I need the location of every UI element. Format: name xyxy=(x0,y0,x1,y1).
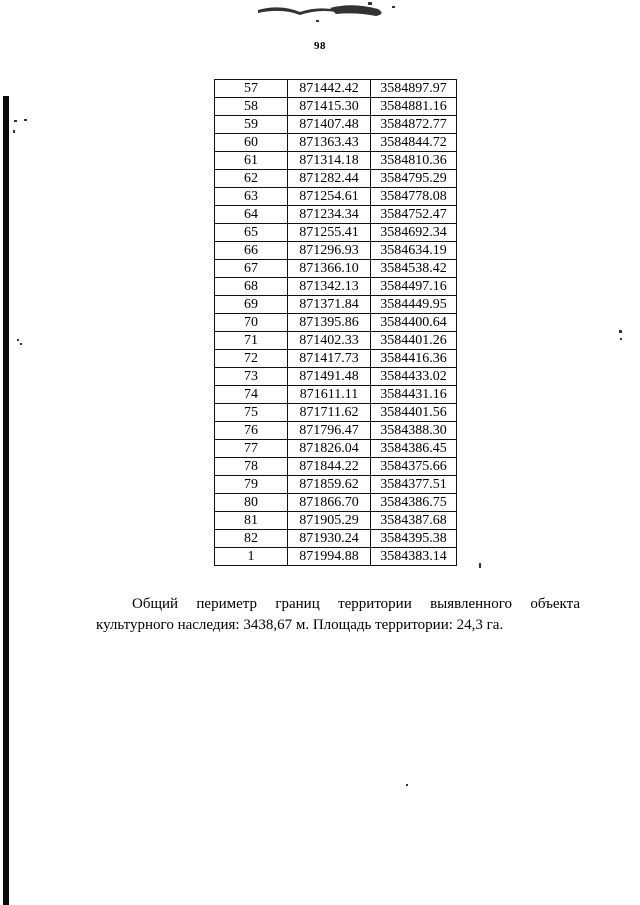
point-number-cell: 63 xyxy=(215,188,288,206)
x-coordinate-cell: 871905.29 xyxy=(288,512,371,530)
scan-speck xyxy=(13,130,15,133)
table-row xyxy=(215,548,457,566)
scan-speck xyxy=(24,119,27,121)
summary-word: выявленного xyxy=(430,596,512,612)
table-row xyxy=(215,530,457,548)
x-coordinate-cell: 871930.24 xyxy=(288,530,371,548)
point-number-cell: 1 xyxy=(215,548,288,566)
scan-speck xyxy=(619,330,622,333)
x-coordinate-cell: 871371.84 xyxy=(288,296,371,314)
table-row xyxy=(215,188,457,206)
x-coordinate-cell: 871402.33 xyxy=(288,332,371,350)
table-row xyxy=(215,152,457,170)
x-coordinate-cell: 871366.10 xyxy=(288,260,371,278)
summary-line-1 xyxy=(96,594,580,615)
scan-smudge-top xyxy=(258,7,336,15)
y-coordinate-cell: 3584449.95 xyxy=(371,296,457,314)
y-coordinate-cell: 3584375.66 xyxy=(371,458,457,476)
table-row xyxy=(215,134,457,152)
point-number-cell: 82 xyxy=(215,530,288,548)
x-coordinate-cell: 871255.41 xyxy=(288,224,371,242)
point-number-cell: 74 xyxy=(215,386,288,404)
point-number-cell: 71 xyxy=(215,332,288,350)
scan-speck xyxy=(392,6,395,8)
scan-speck xyxy=(14,120,17,122)
x-coordinate-cell: 871994.88 xyxy=(288,548,371,566)
table-row xyxy=(215,170,457,188)
y-coordinate-cell: 3584872.77 xyxy=(371,116,457,134)
x-coordinate-cell: 871859.62 xyxy=(288,476,371,494)
y-coordinate-cell: 3584433.02 xyxy=(371,368,457,386)
point-number-cell: 62 xyxy=(215,170,288,188)
point-number-cell: 59 xyxy=(215,116,288,134)
point-number-cell: 78 xyxy=(215,458,288,476)
y-coordinate-cell: 3584416.36 xyxy=(371,350,457,368)
point-number-cell: 66 xyxy=(215,242,288,260)
summary-word: объекта xyxy=(530,596,580,612)
scan-speck xyxy=(17,339,19,341)
table-row xyxy=(215,386,457,404)
x-coordinate-cell: 871296.93 xyxy=(288,242,371,260)
x-coordinate-cell: 871417.73 xyxy=(288,350,371,368)
y-coordinate-cell: 3584634.19 xyxy=(371,242,457,260)
x-coordinate-cell: 871796.47 xyxy=(288,422,371,440)
table-row xyxy=(215,368,457,386)
point-number-cell: 72 xyxy=(215,350,288,368)
point-number-cell: 58 xyxy=(215,98,288,116)
x-coordinate-cell: 871395.86 xyxy=(288,314,371,332)
page-number: 98 xyxy=(314,40,326,52)
summary-line-2: культурного наследия: 3438,67 м. Площадь территории: 24,3 га. xyxy=(96,617,504,633)
table-row xyxy=(215,350,457,368)
x-coordinate-cell: 871491.48 xyxy=(288,368,371,386)
point-number-cell: 70 xyxy=(215,314,288,332)
scan-smudge-top-right xyxy=(330,5,382,16)
table-row xyxy=(215,206,457,224)
y-coordinate-cell: 3584897.97 xyxy=(371,80,457,98)
y-coordinate-cell: 3584538.42 xyxy=(371,260,457,278)
point-number-cell: 79 xyxy=(215,476,288,494)
table-row xyxy=(215,278,457,296)
point-number-cell: 67 xyxy=(215,260,288,278)
scan-speck xyxy=(316,20,319,22)
y-coordinate-cell: 3584386.45 xyxy=(371,440,457,458)
table-row xyxy=(215,440,457,458)
y-coordinate-cell: 3584400.64 xyxy=(371,314,457,332)
x-coordinate-cell: 871342.13 xyxy=(288,278,371,296)
table-row xyxy=(215,404,457,422)
table-row xyxy=(215,494,457,512)
y-coordinate-cell: 3584778.08 xyxy=(371,188,457,206)
x-coordinate-cell: 871415.30 xyxy=(288,98,371,116)
table-row xyxy=(215,260,457,278)
point-number-cell: 75 xyxy=(215,404,288,422)
y-coordinate-cell: 3584386.75 xyxy=(371,494,457,512)
table-row xyxy=(215,422,457,440)
coordinates-table xyxy=(214,79,457,566)
table-row xyxy=(215,314,457,332)
point-number-cell: 65 xyxy=(215,224,288,242)
y-coordinate-cell: 3584881.16 xyxy=(371,98,457,116)
point-number-cell: 57 xyxy=(215,80,288,98)
x-coordinate-cell: 871826.04 xyxy=(288,440,371,458)
y-coordinate-cell: 3584401.26 xyxy=(371,332,457,350)
table-row xyxy=(215,458,457,476)
point-number-cell: 81 xyxy=(215,512,288,530)
y-coordinate-cell: 3584795.29 xyxy=(371,170,457,188)
x-coordinate-cell: 871234.34 xyxy=(288,206,371,224)
y-coordinate-cell: 3584401.56 xyxy=(371,404,457,422)
point-number-cell: 77 xyxy=(215,440,288,458)
y-coordinate-cell: 3584844.72 xyxy=(371,134,457,152)
point-number-cell: 61 xyxy=(215,152,288,170)
x-coordinate-cell: 871844.22 xyxy=(288,458,371,476)
x-coordinate-cell: 871254.61 xyxy=(288,188,371,206)
x-coordinate-cell: 871442.42 xyxy=(288,80,371,98)
table-row xyxy=(215,476,457,494)
summary-paragraph xyxy=(96,594,580,636)
x-coordinate-cell: 871407.48 xyxy=(288,116,371,134)
y-coordinate-cell: 3584387.68 xyxy=(371,512,457,530)
y-coordinate-cell: 3584497.16 xyxy=(371,278,457,296)
point-number-cell: 69 xyxy=(215,296,288,314)
summary-word: периметр xyxy=(196,596,258,612)
point-number-cell: 60 xyxy=(215,134,288,152)
table-row xyxy=(215,332,457,350)
table-row xyxy=(215,296,457,314)
x-coordinate-cell: 871711.62 xyxy=(288,404,371,422)
scan-speck xyxy=(620,338,622,340)
y-coordinate-cell: 3584383.14 xyxy=(371,548,457,566)
table-row xyxy=(215,512,457,530)
y-coordinate-cell: 3584395.38 xyxy=(371,530,457,548)
scan-speck xyxy=(479,563,481,568)
table-row xyxy=(215,116,457,134)
table-row xyxy=(215,224,457,242)
scan-speck xyxy=(406,784,408,786)
scan-edge-bar xyxy=(3,96,9,905)
x-coordinate-cell: 871363.43 xyxy=(288,134,371,152)
table-row xyxy=(215,242,457,260)
point-number-cell: 80 xyxy=(215,494,288,512)
table-row xyxy=(215,98,457,116)
y-coordinate-cell: 3584377.51 xyxy=(371,476,457,494)
x-coordinate-cell: 871611.11 xyxy=(288,386,371,404)
summary-word: территории xyxy=(338,596,412,612)
point-number-cell: 73 xyxy=(215,368,288,386)
y-coordinate-cell: 3584388.30 xyxy=(371,422,457,440)
table-row xyxy=(215,80,457,98)
point-number-cell: 76 xyxy=(215,422,288,440)
x-coordinate-cell: 871866.70 xyxy=(288,494,371,512)
summary-word: Общий xyxy=(132,596,179,612)
coordinates-table-body xyxy=(215,80,457,566)
summary-word: границ xyxy=(275,596,320,612)
y-coordinate-cell: 3584692.34 xyxy=(371,224,457,242)
y-coordinate-cell: 3584431.16 xyxy=(371,386,457,404)
scan-speck xyxy=(20,343,22,345)
y-coordinate-cell: 3584752.47 xyxy=(371,206,457,224)
y-coordinate-cell: 3584810.36 xyxy=(371,152,457,170)
point-number-cell: 64 xyxy=(215,206,288,224)
point-number-cell: 68 xyxy=(215,278,288,296)
x-coordinate-cell: 871282.44 xyxy=(288,170,371,188)
x-coordinate-cell: 871314.18 xyxy=(288,152,371,170)
scan-speck xyxy=(368,2,372,5)
